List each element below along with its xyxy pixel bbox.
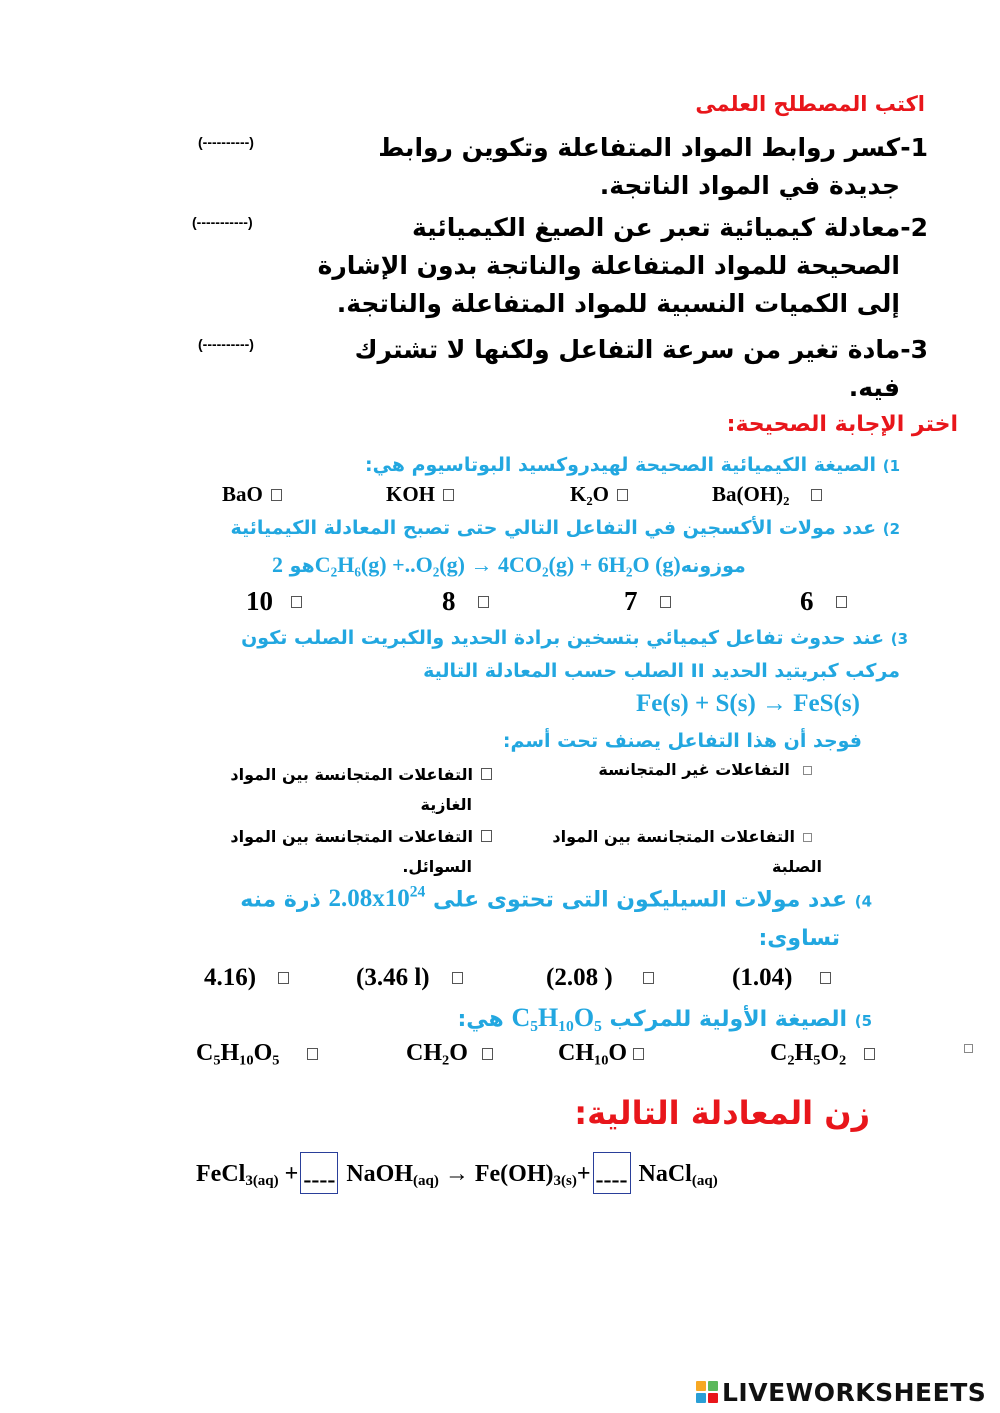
checkbox[interactable] bbox=[481, 830, 492, 842]
q4-question-a: عدد مولات السيليكون التى تحتوى على bbox=[432, 887, 848, 913]
q5-number: 5) bbox=[854, 1012, 872, 1030]
checkbox[interactable] bbox=[278, 972, 289, 984]
q5-option-1-label: C₅H₁₀O₅ bbox=[196, 1040, 280, 1066]
q4-option-3[interactable] bbox=[546, 964, 732, 992]
q3-option-4[interactable] bbox=[552, 822, 820, 882]
checkbox[interactable] bbox=[443, 489, 454, 501]
liveworksheets-logo[interactable] bbox=[696, 1378, 986, 1407]
q3-option-2[interactable] bbox=[598, 760, 820, 779]
checkbox[interactable] bbox=[820, 972, 831, 984]
q4-option-4[interactable] bbox=[732, 964, 839, 992]
q4-number-value bbox=[329, 885, 426, 912]
q2-option-2[interactable] bbox=[442, 586, 624, 617]
q2-options bbox=[246, 586, 855, 617]
term-item-3-line-2: فيه. bbox=[848, 373, 900, 402]
q4-option-3-label: (2.08 ) bbox=[546, 964, 613, 991]
q2-text bbox=[231, 513, 901, 544]
checkbox[interactable] bbox=[803, 766, 812, 775]
coefficient-input-1[interactable] bbox=[300, 1152, 338, 1194]
q5-option-3[interactable] bbox=[558, 1040, 770, 1067]
q3-option-3[interactable] bbox=[230, 822, 500, 882]
q5-options bbox=[196, 1040, 883, 1067]
q4-question-b: ذرة منه bbox=[240, 887, 321, 913]
q2-option-1[interactable] bbox=[246, 586, 442, 617]
coefficient-input-2-placeholder: ---- bbox=[595, 1167, 628, 1193]
checkbox[interactable] bbox=[811, 489, 822, 501]
q4-line-1 bbox=[240, 884, 872, 913]
q3-option-3-label-2: السوائل. bbox=[402, 857, 472, 876]
checkbox[interactable] bbox=[643, 972, 654, 984]
eq-product-2: NaCl$_{(aq)}$ bbox=[638, 1161, 718, 1189]
eq-arrow: → bbox=[444, 1161, 469, 1187]
q4-line-2: تساوى: bbox=[758, 926, 840, 951]
q2-question: عدد مولات الأكسجين في التفاعل التالي حتى تصبح المعادلة الكيميائية bbox=[230, 517, 877, 539]
q4-number: 4) bbox=[854, 892, 872, 911]
stray-checkbox[interactable] bbox=[964, 1044, 973, 1053]
q2-option-3[interactable] bbox=[624, 586, 800, 617]
q2-option-4-label: 6 bbox=[800, 586, 814, 616]
q5-question-b: هي: bbox=[457, 1007, 504, 1032]
eq-reactant-1: FeCl$_{3(aq)}$ bbox=[196, 1161, 279, 1189]
q1-options bbox=[222, 482, 830, 507]
q1-text bbox=[365, 450, 900, 481]
q3-prompt: فوجد أن هذا التفاعل يصنف تحت أسم: bbox=[502, 730, 862, 752]
section2-title: اختر الإجابة الصحيحة: bbox=[726, 412, 958, 437]
q5-option-4-label: C₂H₅O₂ bbox=[770, 1040, 847, 1066]
q2-word-mawzouna: موزونه bbox=[680, 555, 746, 577]
section3-title: زن المعادلة التالية: bbox=[574, 1094, 870, 1132]
q4-option-2[interactable] bbox=[356, 964, 546, 992]
q5-option-2-label: CH₂O bbox=[406, 1040, 468, 1066]
coefficient-input-1-placeholder: ---- bbox=[303, 1167, 336, 1193]
eq-plus-1: + bbox=[284, 1161, 299, 1187]
q4-option-4-label: (1.04) bbox=[732, 964, 793, 991]
q2-option-3-label: 7 bbox=[624, 586, 638, 616]
q1-option-2-label: KOH bbox=[386, 482, 436, 506]
checkbox[interactable] bbox=[633, 1048, 644, 1060]
logo-text: LIVEWORKSHEETS bbox=[722, 1378, 987, 1407]
q5-line bbox=[457, 1003, 872, 1033]
q2-option-2-label: 8 bbox=[442, 586, 456, 616]
q3-line-2: مركب كبريتيد الحديد II الصلب حسب المعادلة التالية bbox=[423, 660, 900, 682]
checkbox[interactable] bbox=[482, 1048, 493, 1060]
q2-option-4[interactable] bbox=[800, 586, 855, 617]
eq-plus-2: + bbox=[576, 1161, 591, 1187]
q1-option-4-label: Ba(OH)₂ bbox=[712, 482, 790, 506]
q1-option-1-label: BaO bbox=[222, 482, 263, 506]
q3-option-1-label-2: الغازية bbox=[420, 795, 472, 814]
checkbox[interactable] bbox=[803, 833, 812, 842]
q4-mantissa: 2.08x10 bbox=[328, 885, 410, 913]
q2-number: 2) bbox=[882, 520, 900, 538]
q3-number: 3) bbox=[890, 630, 908, 648]
q5-option-3-label: CH₁₀O bbox=[558, 1040, 628, 1066]
q4-option-1-label: 4.16) bbox=[204, 964, 257, 991]
eq-product-1: $Fe(OH)_{3(s)}$ bbox=[474, 1161, 577, 1189]
q3-question-1: عند حدوث تفاعل كيميائي بتسخين برادة الحديد والكبريت الصلب تكون bbox=[241, 627, 885, 649]
q3-line-1 bbox=[241, 623, 908, 654]
checkbox[interactable] bbox=[452, 972, 463, 984]
term-item-3-line-1: 3-مادة تغير من سرعة التفاعل ولكنها لا تشترك bbox=[354, 335, 928, 364]
q3-option-3-label-1: التفاعلات المتجانسة بين المواد bbox=[230, 827, 473, 846]
q2-word-hw: هو bbox=[289, 555, 315, 577]
logo-icon bbox=[696, 1381, 718, 1403]
checkbox[interactable] bbox=[617, 489, 628, 501]
term-item-1-line-1: 1-كسر روابط المواد المتفاعلة وتكوين روابط bbox=[378, 133, 928, 162]
q4-option-2-label: (3.46 l) bbox=[356, 964, 430, 991]
q3-option-1-label-1: التفاعلات المتجانسة بين المواد bbox=[230, 765, 473, 784]
q5-option-4[interactable] bbox=[770, 1040, 883, 1067]
checkbox[interactable] bbox=[660, 596, 671, 608]
term-item-2-line-3: إلى الكميات النسبية للمواد المتفاعلة والناتجة. bbox=[336, 289, 900, 318]
q3-option-2-label: التفاعلات غير المتجانسة bbox=[598, 760, 790, 779]
q2-equation: 2C₂H₆(g) +..O₂(g) → 4CO₂(g) + 6H₂O (g) bbox=[272, 552, 681, 577]
q5-question-a: الصيغة الأولية للمركب bbox=[609, 1007, 848, 1032]
q2-option-1-label: 10 bbox=[246, 586, 273, 616]
coefficient-input-2[interactable] bbox=[593, 1152, 631, 1194]
q4-options bbox=[204, 964, 839, 992]
q3-option-4-label-2: الصلبة bbox=[771, 857, 822, 876]
eq-reactant-2: NaOH$_{(aq)}$ bbox=[346, 1161, 439, 1189]
term-item-1-line-2: جديدة في المواد الناتجة. bbox=[599, 171, 900, 200]
q4-option-1[interactable] bbox=[204, 964, 356, 992]
q5-option-2[interactable] bbox=[406, 1040, 558, 1067]
q2-line-2 bbox=[272, 550, 746, 581]
checkbox[interactable] bbox=[307, 1048, 318, 1060]
q1-option-4[interactable] bbox=[712, 482, 830, 507]
q1-option-2[interactable] bbox=[386, 482, 570, 507]
q1-question: الصيغة الكيميائية الصحيحة لهيدروكسيد البوتاسيوم هي: bbox=[364, 454, 877, 476]
term-item-1-blank[interactable]: (----------) bbox=[198, 134, 254, 150]
checkbox[interactable] bbox=[478, 596, 489, 608]
term-item-3-blank[interactable]: (----------) bbox=[198, 336, 254, 352]
balance-equation bbox=[196, 1160, 718, 1202]
checkbox[interactable] bbox=[271, 489, 282, 501]
checkbox[interactable] bbox=[864, 1048, 875, 1060]
term-item-2-line-2: الصحيحة للمواد المتفاعلة والناتجة بدون الإشارة bbox=[317, 251, 900, 280]
q1-option-3-label: K₂O bbox=[570, 482, 609, 506]
q5-formula: C₅H₁₀O₅ bbox=[511, 1003, 602, 1032]
q1-option-1[interactable] bbox=[222, 482, 386, 507]
term-item-2-line-1: 2-معادلة كيميائية تعبر عن الصيغ الكيميائية bbox=[411, 213, 928, 242]
term-item-2-blank[interactable]: (-----------) bbox=[192, 214, 253, 230]
q1-number: 1) bbox=[882, 457, 900, 475]
q3-equation: Fe(s) + S(s) → FeS(s) bbox=[636, 690, 860, 717]
q1-option-3[interactable] bbox=[570, 482, 712, 507]
section1-title: اكتب المصطلح العلمى bbox=[695, 92, 925, 116]
q5-option-1[interactable] bbox=[196, 1040, 406, 1067]
checkbox[interactable] bbox=[481, 768, 492, 780]
q3-option-1[interactable] bbox=[230, 760, 500, 820]
checkbox[interactable] bbox=[836, 596, 847, 608]
q4-exponent: 24 bbox=[409, 884, 426, 901]
checkbox[interactable] bbox=[291, 596, 302, 608]
q3-option-4-label-1: التفاعلات المتجانسة بين المواد bbox=[552, 827, 795, 846]
